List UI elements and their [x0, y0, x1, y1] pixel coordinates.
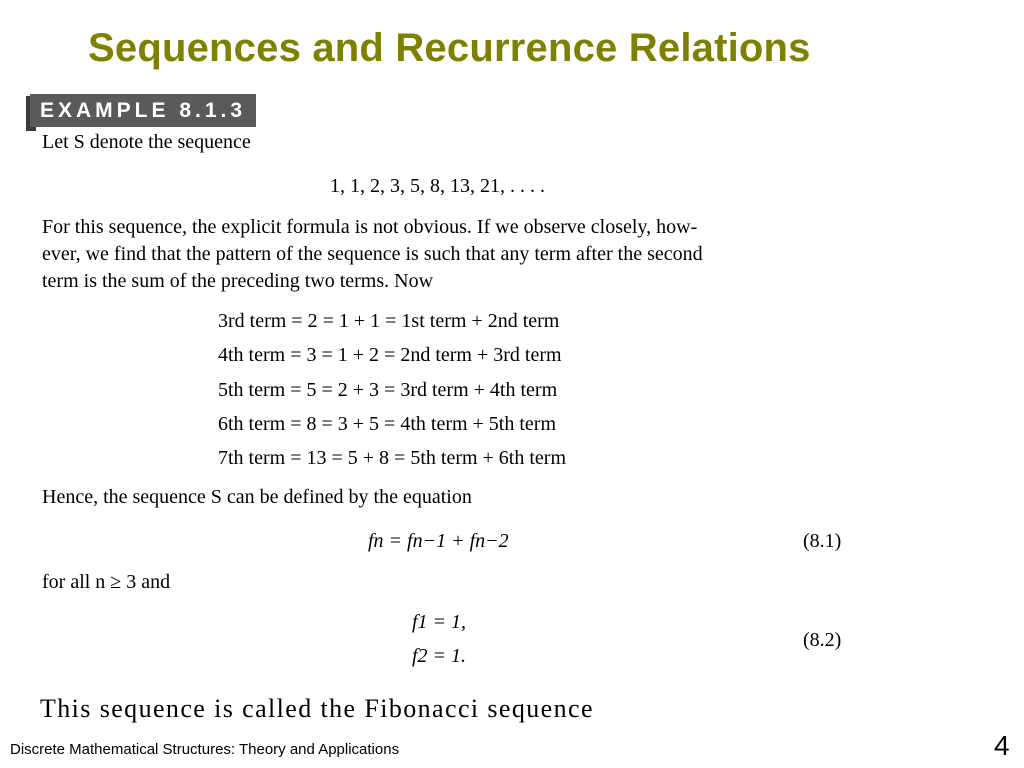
term-row-6th: 6th term = 8 = 3 + 5 = 4th term + 5th term: [218, 413, 557, 435]
page-number: 4: [994, 730, 1010, 761]
initial-condition-f1: f1 = 1,: [412, 611, 467, 633]
footer-text: Discrete Mathematical Structures: Theory and Applications: [10, 741, 400, 758]
paragraph-line-2: ever, we find that the pattern of the sequence is such that any term after the second: [42, 243, 703, 265]
initial-condition-f2: f2 = 1.: [412, 645, 467, 667]
term-row-4th: 4th term = 3 = 1 + 2 = 2nd term + 3rd term: [218, 344, 562, 366]
sequence-display: 1, 1, 2, 3, 5, 8, 13, 21, . . . .: [330, 175, 545, 197]
slide-title: Sequences and Recurrence Relations: [88, 26, 811, 70]
term-row-7th: 7th term = 13 = 5 + 8 = 5th term + 6th term: [218, 447, 567, 469]
intro-text: Let S denote the sequence: [42, 131, 251, 153]
equation-number-8-1: (8.1): [803, 530, 842, 552]
recurrence-equation: fn = fn−1 + fn−2: [368, 530, 509, 552]
paragraph-line-3: term is the sum of the preceding two terms. Now: [42, 270, 434, 292]
paragraph-line-1: For this sequence, the explicit formula is not obvious. If we observe closely, how-: [42, 216, 698, 238]
example-label: EXAMPLE 8.1.3: [30, 94, 256, 127]
term-row-5th: 5th term = 5 = 2 + 3 = 3rd term + 4th term: [218, 379, 558, 401]
hence-text: Hence, the sequence S can be defined by the equation: [42, 486, 472, 508]
term-row-3rd: 3rd term = 2 = 1 + 1 = 1st term + 2nd term: [218, 310, 560, 332]
for-all-text: for all n ≥ 3 and: [42, 571, 171, 593]
equation-number-8-2: (8.2): [803, 629, 842, 651]
conclusion-text: This sequence is called the Fibonacci sequence: [40, 694, 594, 723]
